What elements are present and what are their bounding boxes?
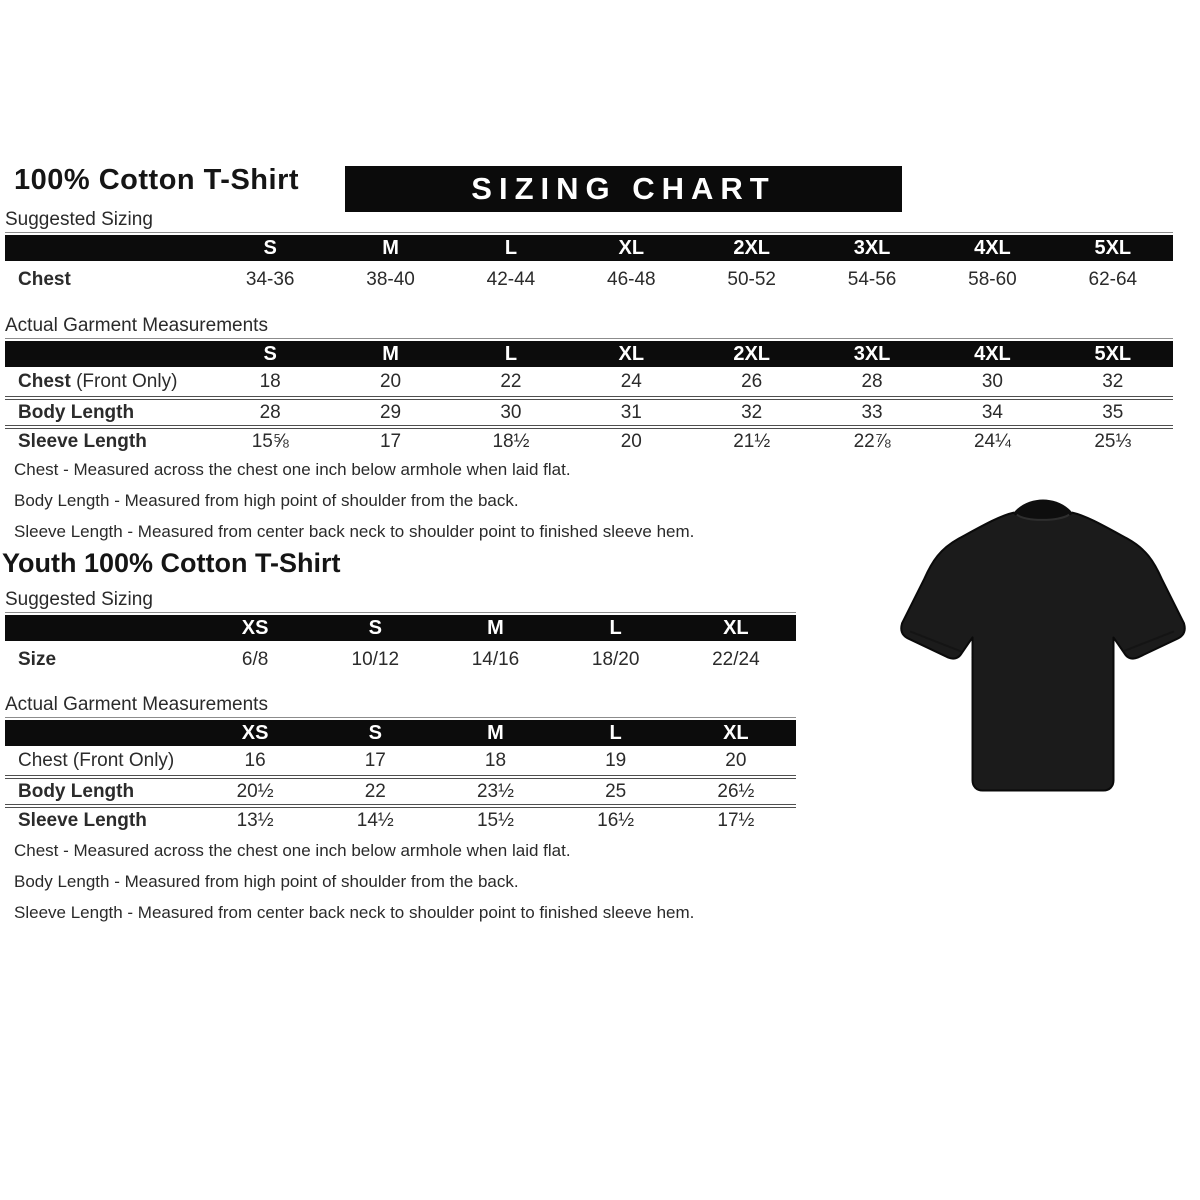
column-header: XL (571, 339, 691, 367)
column-header: M (330, 339, 450, 367)
empty-header-cell (5, 718, 195, 746)
cell: 50-52 (727, 268, 776, 290)
column-header: XS (195, 718, 315, 746)
column-header: XS (195, 613, 315, 641)
cell: 34-36 (245, 268, 295, 290)
row-label: Body Length (5, 775, 195, 804)
cell: 16½ (556, 804, 676, 833)
row-label: Sleeve Length (5, 804, 195, 833)
column-header: S (315, 718, 435, 746)
row-label: Chest (18, 268, 71, 290)
table-header-row (5, 339, 1173, 367)
youth-garment-measurements-label: Actual Garment Measurements (5, 694, 268, 715)
cell: 22 (500, 370, 522, 392)
empty-header-cell (5, 339, 210, 367)
adult-measurement-notes (14, 460, 694, 553)
tshirt-photo (896, 490, 1188, 800)
cell: 26½ (676, 775, 796, 804)
cell: 19 (605, 749, 627, 771)
youth-measurement-notes (14, 841, 694, 934)
cell: 46-48 (607, 268, 656, 290)
cell: 20½ (195, 775, 315, 804)
column-header: 5XL (1053, 233, 1173, 261)
column-header: 2XL (692, 233, 812, 261)
cell: 29 (330, 396, 450, 425)
page-title: 100% Cotton T-Shirt (14, 164, 300, 196)
cell: 14/16 (471, 648, 520, 670)
cell: 25 (556, 775, 676, 804)
row-label: Chest (Front Only) (18, 749, 175, 771)
cell: 32 (692, 396, 812, 425)
cell: 35 (1053, 396, 1173, 425)
adult-garment-measurements-label: Actual Garment Measurements (5, 315, 268, 336)
note-sleeve-length: Sleeve Length - Measured from center back neck to shoulder point to finished sleeve hem. (14, 522, 695, 541)
column-header: L (451, 339, 571, 367)
cell: 17 (330, 425, 450, 454)
cell: 20 (725, 749, 747, 771)
cell: 14½ (315, 804, 435, 833)
cell: 28 (861, 370, 883, 392)
cell: 24 (620, 370, 642, 392)
table-row (5, 367, 1173, 396)
note-body-length: Body Length - Measured from high point of shoulder from the back. (14, 872, 519, 891)
cell: 18 (484, 749, 507, 771)
adult-suggested-sizing-table (5, 232, 1173, 298)
cell: 10/12 (351, 648, 400, 670)
cell: 31 (571, 396, 691, 425)
cell: 16 (244, 749, 266, 771)
cell: 17 (364, 749, 386, 771)
cell: 28 (210, 396, 330, 425)
cell: 17½ (676, 804, 796, 833)
column-header: M (330, 233, 450, 261)
table-row (5, 746, 796, 775)
cell: 22 (315, 775, 435, 804)
cell: 18/20 (591, 648, 640, 670)
table-row (5, 804, 796, 833)
cell: 42-44 (486, 268, 536, 290)
note-chest: Chest - Measured across the chest one inch below armhole when laid flat. (14, 841, 571, 860)
column-header: 2XL (692, 339, 812, 367)
cell: 15½ (435, 804, 555, 833)
column-header: L (556, 613, 676, 641)
banner-text: SIZING CHART (471, 171, 776, 206)
cell: 34 (932, 396, 1052, 425)
tshirt-illustration (896, 490, 1188, 798)
table-row (5, 641, 796, 678)
column-header: S (315, 613, 435, 641)
cell: 30 (451, 396, 571, 425)
cell: 18 (259, 370, 281, 392)
cell: 24¼ (932, 425, 1052, 454)
row-label: Size (18, 648, 57, 670)
cell: 20 (571, 425, 691, 454)
cell: 54-56 (847, 268, 897, 290)
column-header: XL (676, 718, 796, 746)
column-header: S (210, 339, 330, 367)
cell: 26 (741, 370, 763, 392)
column-header: L (451, 233, 571, 261)
cell: 25⅓ (1053, 425, 1173, 454)
cell: 33 (812, 396, 932, 425)
empty-header-cell (5, 233, 210, 261)
table-header-row (5, 613, 796, 641)
column-header: XL (676, 613, 796, 641)
column-header: M (435, 718, 555, 746)
table-row (5, 425, 1173, 454)
note-sleeve-length: Sleeve Length - Measured from center back neck to shoulder point to finished sleeve hem. (14, 903, 695, 922)
note-chest: Chest - Measured across the chest one inch below armhole when laid flat. (14, 460, 571, 479)
cell: 23½ (435, 775, 555, 804)
cell: 15⅝ (210, 425, 330, 454)
youth-garment-measurements-table (5, 717, 796, 833)
adult-garment-measurements-table (5, 338, 1173, 454)
row-label: Body Length (5, 396, 210, 425)
cell: 18½ (451, 425, 571, 454)
note-body-length: Body Length - Measured from high point of shoulder from the back. (14, 491, 519, 510)
column-header: XL (571, 233, 691, 261)
sizing-chart-banner (345, 166, 902, 212)
table-header-row (5, 233, 1173, 261)
column-header: L (556, 718, 676, 746)
column-header: 3XL (812, 339, 932, 367)
cell: 58-60 (968, 268, 1017, 290)
cell: 22/24 (712, 648, 760, 670)
youth-suggested-sizing-table (5, 612, 796, 678)
youth-section-title: Youth 100% Cotton T-Shirt (2, 548, 341, 578)
cell: 20 (379, 370, 402, 392)
cell: 32 (1102, 370, 1124, 392)
cell: 6/8 (241, 648, 269, 670)
cell: 38-40 (366, 268, 415, 290)
cell: 30 (981, 370, 1003, 392)
cell: 22⅞ (812, 425, 932, 454)
table-header-row (5, 718, 796, 746)
cell: 62-64 (1088, 268, 1138, 290)
table-row (5, 261, 1173, 298)
column-header: 5XL (1053, 339, 1173, 367)
table-row (5, 396, 1173, 425)
column-header: S (210, 233, 330, 261)
adult-suggested-sizing-label: Suggested Sizing (5, 209, 153, 230)
column-header: 3XL (812, 233, 932, 261)
youth-suggested-sizing-label: Suggested Sizing (5, 589, 153, 610)
column-header: 4XL (932, 339, 1052, 367)
cell: 13½ (195, 804, 315, 833)
row-label: Sleeve Length (5, 425, 210, 454)
table-row (5, 775, 796, 804)
column-header: 4XL (932, 233, 1052, 261)
cell: 21½ (692, 425, 812, 454)
column-header: M (435, 613, 555, 641)
row-label: Chest (Front Only) (18, 370, 178, 392)
empty-header-cell (5, 613, 195, 641)
